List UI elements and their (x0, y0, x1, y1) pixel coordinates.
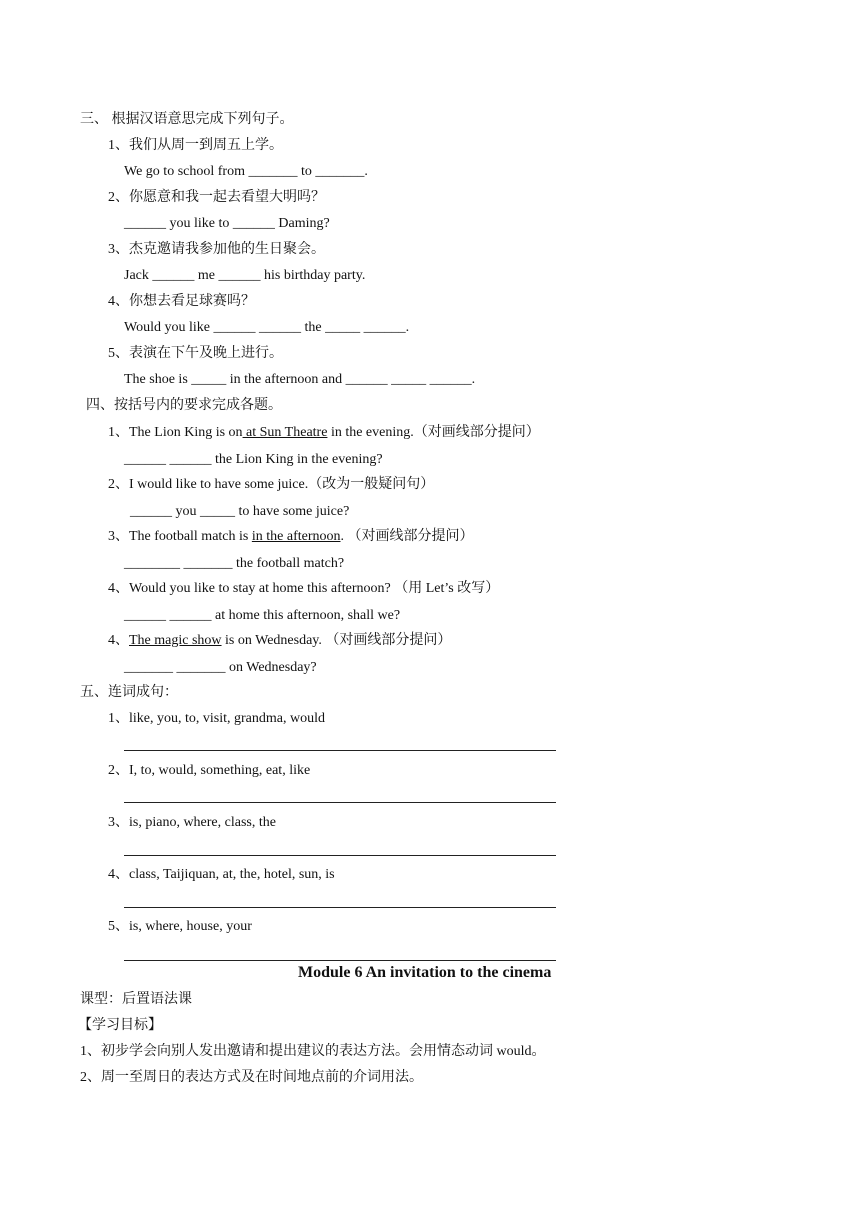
s4-item3-post: . （对画线部分提问） (340, 529, 474, 544)
s4-item1-answer: ______ ______ the Lion King in the evening? (124, 452, 383, 467)
s4-item3-underlined: in the afternoon (251, 529, 341, 544)
s4-item4-pre: 4、Would you like to stay at home this afternoon? （用 Let’s 改写） (108, 581, 500, 596)
s4-item5-pre: 4、 (108, 633, 129, 648)
s4-item5-question (108, 632, 451, 650)
s5-item3: 3、is, piano, where, class, the (108, 815, 276, 830)
s5-item4: 4、class, Taijiquan, at, the, hotel, sun, is (108, 867, 335, 882)
s4-item2-question (108, 476, 434, 494)
s4-item3-pre: 3、The football match is (108, 529, 252, 544)
section5-heading: 五、连词成句： (80, 685, 178, 700)
s5-item2: 2、I, to, would, something, eat, like (108, 763, 311, 778)
s3-item2-en: ______ you like to ______ Daming? (124, 216, 330, 231)
s3-item2-cn: 2、你愿意和我一起去看望大明吗？ (108, 190, 325, 205)
section3-heading: 三、 根据汉语意思完成下列句子。 (80, 112, 294, 127)
module-title: Module 6 An invitation to the cinema (298, 964, 552, 981)
s4-item1-post: in the evening.（对画线部分提问） (327, 425, 540, 440)
s4-item1-pre: 1、The Lion King is on (108, 425, 243, 440)
s4-item5-underlined: The magic show (129, 633, 222, 648)
s3-item4-cn: 4、你想去看足球赛吗？ (108, 294, 255, 309)
s3-item5-cn: 5、表演在下午及晚上进行。 (108, 346, 283, 361)
s5-answer-line-5 (124, 960, 556, 961)
s4-item3-question (108, 528, 474, 546)
section4-heading: 四、按括号内的要求完成各题。 (86, 398, 282, 413)
s4-item3-answer: ________ _______ the football match? (124, 556, 345, 571)
objectives-heading: 【学习目标】 (78, 1018, 162, 1033)
s3-item1-cn: 1、我们从周一到周五上学。 (108, 138, 283, 153)
objective-1: 1、初步学会向别人发出邀请和提出建议的表达方法。会用情态动词 would。 (80, 1044, 546, 1059)
s4-item5-answer: _______ _______ on Wednesday? (124, 660, 317, 675)
s3-item3-en: Jack ______ me ______ his birthday party. (124, 268, 366, 283)
s5-answer-line-2 (124, 802, 556, 803)
s5-item1: 1、like, you, to, visit, grandma, would (108, 711, 325, 726)
lesson-type: 课型：后置语法课 (80, 992, 192, 1007)
s4-item1-underlined: at Sun Theatre (242, 425, 328, 440)
s5-answer-line-1 (124, 750, 556, 751)
s3-item5-en: The shoe is _____ in the afternoon and ______ _____ ______. (124, 372, 476, 387)
objective-2: 2、周一至周日的表达方式及在时间地点前的介词用法。 (80, 1070, 423, 1085)
s4-item1-question (108, 424, 540, 442)
s3-item4-en: Would you like ______ ______ the _____ ______. (124, 320, 410, 335)
s4-item2-pre: 2、I would like to have some juice.（改为一般疑问句） (108, 477, 435, 492)
s4-item4-question (108, 580, 499, 598)
s5-answer-line-3 (124, 855, 556, 856)
s4-item4-answer: ______ ______ at home this afternoon, shall we? (124, 608, 401, 623)
s4-item5-post: is on Wednesday. （对画线部分提问） (221, 633, 452, 648)
s3-item3-cn: 3、杰克邀请我参加他的生日聚会。 (108, 242, 325, 257)
s3-item1-en: We go to school from _______ to _______. (124, 164, 368, 179)
s5-answer-line-4 (124, 907, 556, 908)
s4-item2-answer: ______ you _____ to have some juice? (130, 504, 350, 519)
s5-item5: 5、is, where, house, your (108, 919, 252, 934)
